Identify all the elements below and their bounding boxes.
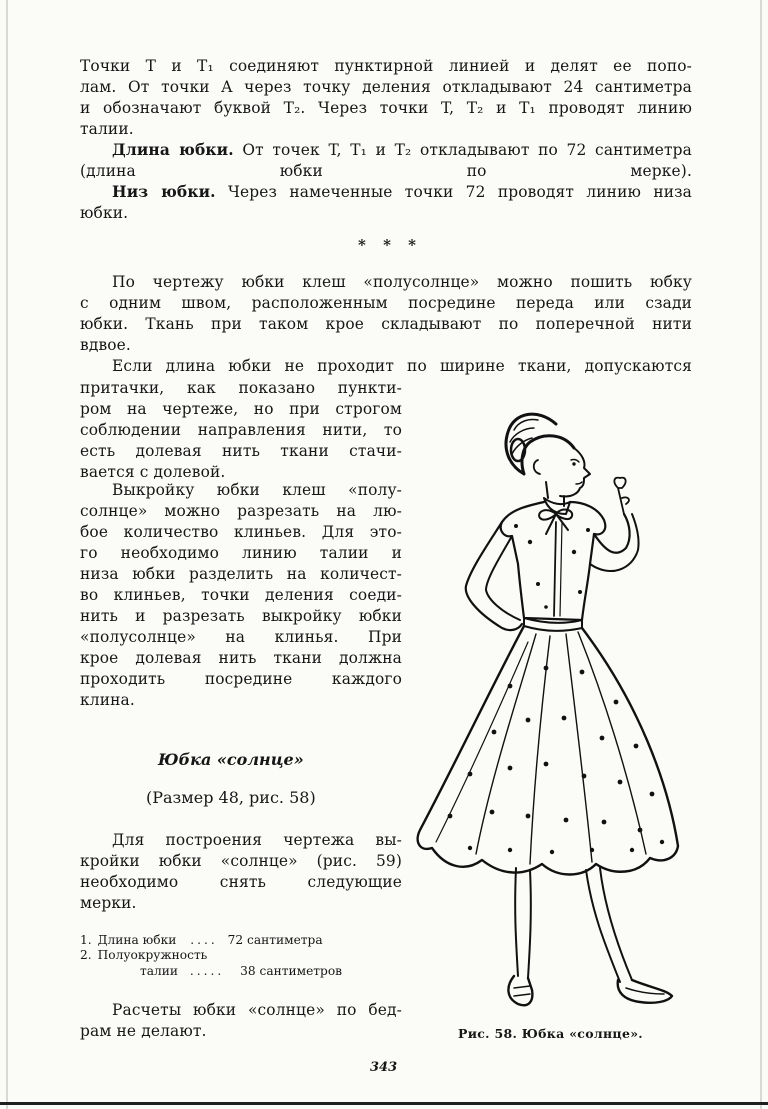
text-line: соблюдении направления нити, то <box>80 421 402 439</box>
measurements-intro <box>80 830 402 914</box>
text-line: (длина юбки по мерке). <box>80 162 692 180</box>
gores-paragraph <box>80 480 402 711</box>
fabric-width-paragraph <box>80 356 692 377</box>
text-line: Расчеты юбки «солнце» по бед- <box>112 1001 402 1019</box>
text-line: мерки. <box>80 894 137 912</box>
text-line: бое количество клиньев. Для это- <box>80 523 402 541</box>
skirt-length-heading: Длина юбки. <box>112 141 234 159</box>
leader-dots: .... <box>190 933 218 947</box>
hips-paragraph <box>80 1000 402 1042</box>
text-line: низа юбки разделить на количест- <box>80 565 402 583</box>
text-line: кройки юбки «солнце» (рис. 59) <box>80 852 402 870</box>
text-line: солнце» можно разрезать на лю- <box>80 502 402 520</box>
measurement-item <box>80 948 207 963</box>
fabric-print <box>448 524 665 854</box>
item-number: 1. <box>80 933 92 947</box>
text-line: талии. <box>80 120 134 138</box>
legs <box>515 868 632 982</box>
measurement-label: талии <box>140 964 178 978</box>
half-sun-paragraph <box>80 272 692 356</box>
text-line: вается с долевой. <box>80 463 226 481</box>
text-fragment: От точек T, T₁ и T₂ откладывают по 72 сантиметра <box>233 141 692 159</box>
text-line: необходимо снять следующие <box>80 873 402 891</box>
right-shoe <box>618 980 672 1003</box>
text-line: Если длина юбки не проходит по ширине ткани, допускаются <box>112 357 692 375</box>
measurement-label: Длина юбки <box>97 933 177 947</box>
page-number: 343 <box>370 1060 398 1075</box>
fabric-width-paragraph-cont <box>80 378 402 483</box>
section-separator: * * * <box>358 236 422 254</box>
waistline-paragraph <box>80 56 692 224</box>
hem-line <box>80 182 692 203</box>
text-line: Выкройку юбки клеш «полу- <box>112 481 402 499</box>
skirt-length-line <box>80 140 692 161</box>
size-subheading: (Размер 48, рис. 58) <box>146 788 316 807</box>
text-line: ром на чертеже, но при строгом <box>80 400 402 418</box>
text-line: го необходимо линию талии и <box>80 544 402 562</box>
text-line: рам не делают. <box>80 1022 207 1040</box>
sun-skirt <box>418 626 678 875</box>
text-line: проходить посредине каждого <box>80 670 402 688</box>
text-line: крое долевая нить ткани должна <box>80 649 402 667</box>
text-line: юбки. Ткань при таком крое складывают по поперечной нити <box>80 315 692 333</box>
text-line: лам. От точки A через точку деления откладывают 24 сантиметра <box>80 78 692 96</box>
left-shoe <box>508 976 532 1005</box>
figure-caption: Рис. 58. Юбка «солнце». <box>458 1026 643 1041</box>
text-line: Для построения чертежа вы- <box>112 831 402 849</box>
text-line: «полусолнце» на клинья. При <box>80 628 402 646</box>
text-line: нить и разрезать выкройку юбки <box>80 607 402 625</box>
text-line: клина. <box>80 691 135 709</box>
flower-icon <box>614 478 629 514</box>
measurement-item <box>80 933 323 948</box>
scan-border-right <box>760 0 762 1109</box>
text-line: притачки, как показано пункти- <box>80 379 402 397</box>
section-heading: Юбка «солнце» <box>158 750 304 769</box>
text-line: есть долевая нить ткани стачи- <box>80 442 402 460</box>
text-line: Точки T и T₁ соединяют пунктирной линией и делят ее попо- <box>80 57 692 75</box>
measurement-item-cont <box>140 964 342 979</box>
item-number: 2. <box>80 948 92 962</box>
text-line: и обозначают буквой T₂. Через точки T, T₂ и T₁ проводят линию <box>80 99 692 117</box>
scan-bottom-edge <box>0 1102 768 1105</box>
hair <box>506 414 574 474</box>
scan-border-left <box>6 0 8 1109</box>
woman-in-sun-skirt-illustration <box>406 402 684 1020</box>
hem-heading: Низ юбки. <box>112 183 216 201</box>
text-line: с одним швом, расположенным посредине переда или сзади <box>80 294 692 312</box>
measurement-value: 72 сантиметра <box>227 933 323 947</box>
text-line: юбки. <box>80 204 129 222</box>
face <box>560 448 590 497</box>
leader-dots: ..... <box>189 964 225 978</box>
text-fragment: Через намеченные точки 72 проводят линию низа <box>215 183 693 201</box>
text-line: вдвое. <box>80 336 131 354</box>
measurement-value: 38 сантиметров <box>240 964 343 978</box>
text-line: По чертежу юбки клеш «полусолнце» можно пошить юбку <box>112 273 692 291</box>
text-line: во клиньев, точки деления соеди- <box>80 586 402 604</box>
measurement-label: Полуокружность <box>97 948 208 962</box>
